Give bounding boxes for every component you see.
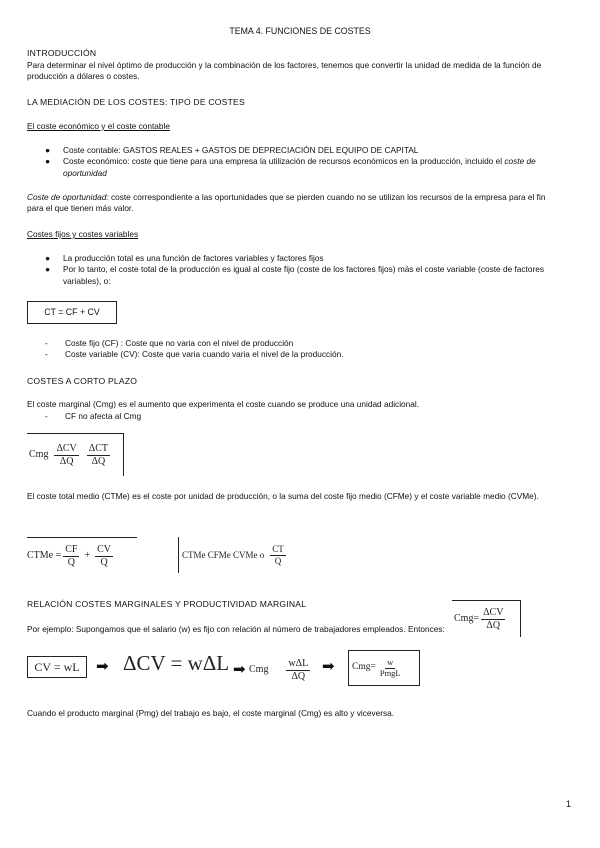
fraction: $\frac{CF}{Q}$ (65, 544, 78, 568)
fraction: $\frac{w}{\text{PmgL}}$ (379, 656, 401, 678)
intro-text: Para determinar el nivel óptimo de producción y la combinación de los factores, tenemos que convertir la unidad de medida de la función de producción a dólares o costes. (27, 60, 542, 82)
types-subheading: El coste económico y el coste contable (27, 121, 170, 131)
short-heading: COSTES A CORTO PLAZO (27, 376, 138, 386)
formula-cmg: Cmg $\frac{\text{ΔCV}}{\Delta Q}$ $\frac{\text{ΔCT}}{\Delta Q}$ (27, 433, 124, 476)
list-item: - CF no afecta al Cmg (45, 411, 142, 421)
bullet-icon: ● (45, 145, 51, 155)
list-item: - Coste variable (CV): Coste que varia cuando varia el nivel de la producción. (45, 349, 344, 360)
fraction: $\frac{\text{ΔCT}}{\Delta Q}$ (88, 443, 108, 467)
page-title: TEMA 4. FUNCIONES DE COSTES (229, 26, 371, 36)
formula-ct-box: CT = CF + CV (27, 301, 117, 324)
fixed-bullets (27, 253, 547, 287)
fraction: $\frac{\text{ΔCV}}{\Delta Q}$ (483, 607, 504, 631)
bullet-icon: ● (45, 264, 51, 275)
arrow-right-icon: ➡ (233, 661, 246, 678)
intro-heading: INTRODUCCIÓN (27, 48, 97, 58)
formula-cmg-wdl: Cmg $\frac{\text{wΔL}}{\Delta Q}$ (249, 658, 309, 682)
fixed-dashes (45, 338, 545, 361)
types-bullets (27, 145, 547, 179)
types-heading: LA MEDIACIÓN DE LOS COSTES: TIPO DE COSTES (27, 97, 245, 107)
marginal-text: El coste marginal (Cmg) es el aumento que experimenta el coste cuando se produce una unidad adicional. (27, 399, 420, 409)
formula-cv-wl: CV = wL (27, 656, 87, 678)
list-item: ● Coste económico: coste que tiene para una empresa la utilización de recursos económicos en la producción, incluido el coste de oportunidad (45, 156, 536, 178)
formula-cmg-top: Cmg= $\frac{\text{ΔCV}}{\Delta Q}$ (452, 600, 521, 637)
list-item: ● Coste contable: GASTOS REALES + GASTOS DE DEPRECIACIÓN DEL EQUIPO DE CAPITAL (45, 145, 419, 155)
list-item: ● Por lo tanto, el coste total de la producción es igual al coste fijo (coste de los factores fijos) más el coste variable (coste de factores variables), o: (45, 264, 545, 286)
opportunity-paragraph (27, 192, 549, 215)
formula-delta-cv: ΔCV = wΔL (123, 651, 230, 675)
bullet-icon: ● (45, 253, 51, 263)
formula-cmg-pmg: Cmg= $\frac{w}{\text{PmgL}}$ (348, 650, 420, 686)
opportunity-term: Coste de oportunidad: (27, 192, 109, 202)
average-text: El coste total medio (CTMe) es el coste por unidad de producción, o la suma del coste fijo medio (CFMe) y el coste variable medio (CVMe). (27, 491, 539, 501)
fraction: $\frac{\text{wΔL}}{\Delta Q}$ (288, 658, 309, 682)
formula-ctme: CTMe = $\frac{CF}{Q}$ + $\frac{CV}{Q}$ (27, 537, 137, 574)
relation-heading: RELACIÓN COSTES MARGINALES Y PRODUCTIVIDAD MARGINAL (27, 599, 307, 609)
fraction: $\frac{\text{ΔCV}}{\Delta Q}$ (56, 443, 77, 467)
bullet-icon: ● (45, 156, 51, 167)
fraction: $\frac{CV}{Q}$ (97, 544, 112, 568)
list-item: ● La producción total es una función de factores variables y factores fijos (45, 253, 324, 263)
page-number: 1 (566, 799, 572, 809)
list-item: - Coste fijo (CF) : Coste que no varia con el nivel de producción (45, 338, 294, 348)
arrow-right-icon: ➡ (322, 658, 335, 675)
relation-conclusion: Cuando el producto marginal (Pmg) del trabajo es bajo, el coste marginal (Cmg) es alto y viceversa. (27, 708, 395, 718)
marginal-dashes (45, 411, 141, 422)
opportunity-text: coste correspondiente a las oportunidades que se pierden cuando no se utilizan los recursos de la empresa para el fin para el que tienen más valor. (27, 192, 546, 214)
fixed-subheading: Costes fijos y costes variables (27, 229, 139, 239)
arrow-right-icon: ➡ (96, 658, 109, 675)
relation-example: Por ejemplo: Supongamos que el salario (w) es fijo con relación al número de trabajadores empleados. Entonces: (27, 624, 445, 634)
fraction: $\frac{CT}{Q}$ (272, 544, 284, 566)
formula-ctme-alt: CTMe CFMe CVMe o $\frac{CT}{Q}$ (178, 537, 325, 573)
